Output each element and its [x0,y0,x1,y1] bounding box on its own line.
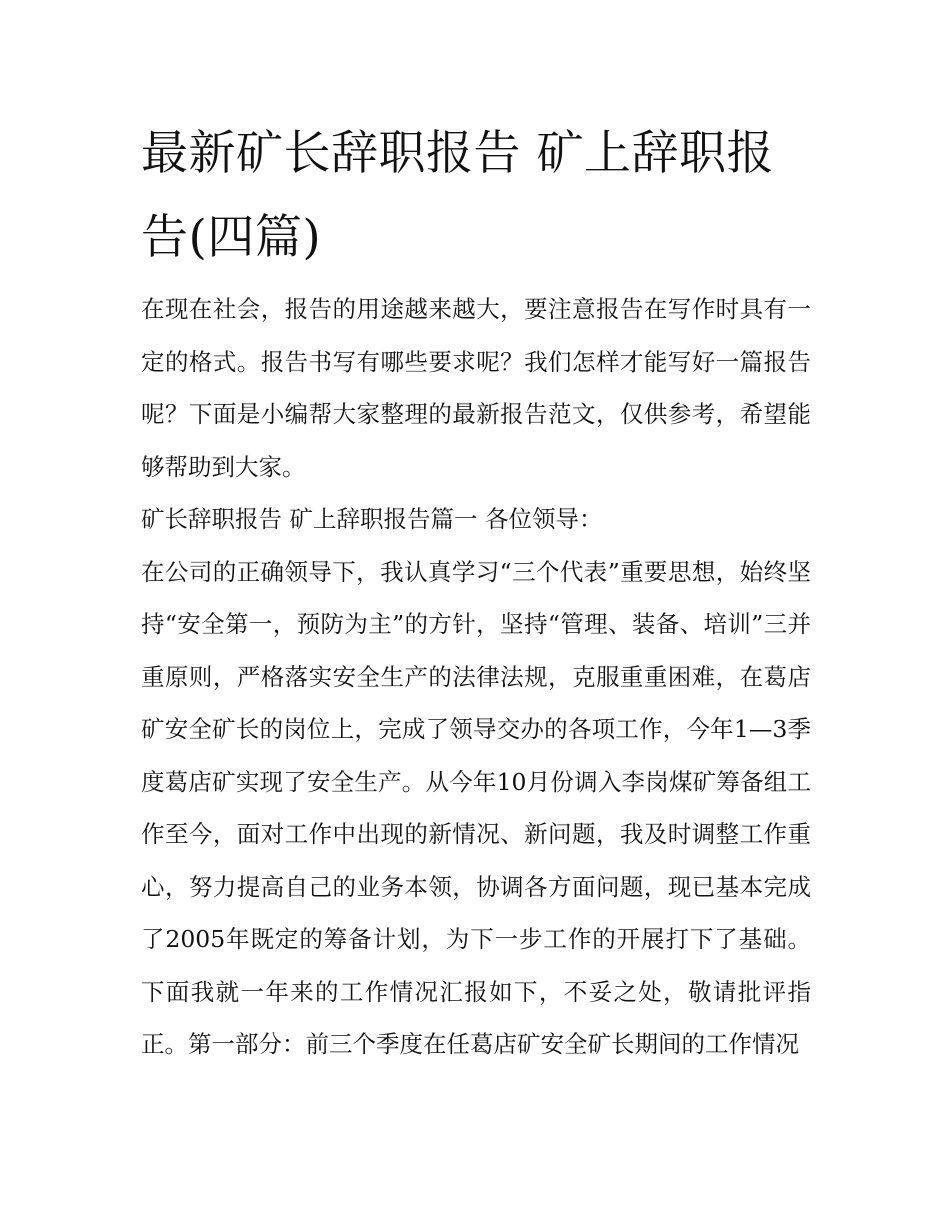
section-heading-paragraph: 矿长辞职报告 矿上辞职报告篇一 各位领导： [141,505,603,533]
body-paragraph: 在公司的正确领导下，我认真学习“三个代表”重要思想，始终坚持“安全第一，预防为主”的方针，坚持“管理、装备、培训”三并重原则，严格落实安全生产的法律法规，克服重重困难，在葛店矿安全矿长的岗位上，完成了领导交办的各项工作，今年1—3季度葛店矿实现了安全生产。从今年10月份调入李岗煤矿筹备组工作至今，面对工作中出现的新情况、新问题，我及时调整工作重心，努力提高自己的业务本领，协调各方面问题，现已基本完成了2005年既定的筹备计划，为下一步工作的开展打下了基础。下面我就一年来的工作情况汇报如下，不妥之处，敬请批评指正。第一部分：前三个季度在任葛店矿安全矿长期间的工作情况 [141,557,811,1058]
document-title: 最新矿长辞职报告 矿上辞职报告(四篇) [141,126,774,265]
document-body [141,112,811,1071]
intro-paragraph: 在现在社会，报告的用途越来越大，要注意报告在写作时具有一定的格式。报告书写有哪些要求呢？我们怎样才能写好一篇报告呢？下面是小编帮大家整理的最新报告范文，仅供参考，希望能够帮助到大家。 [141,295,811,481]
